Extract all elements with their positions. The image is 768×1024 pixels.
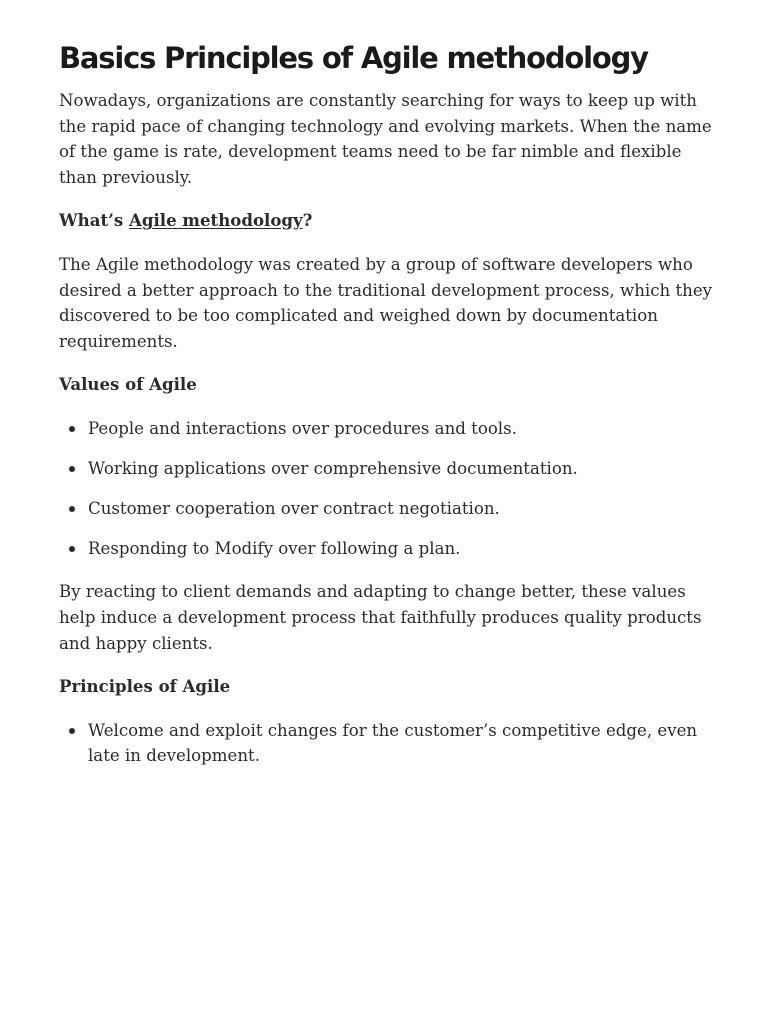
values-list <box>59 416 719 562</box>
article <box>59 30 719 769</box>
whats-agile-suffix: ? <box>302 210 313 231</box>
whats-agile-heading <box>59 208 719 234</box>
list-item-text: People and interactions over procedures and tools. <box>88 418 517 438</box>
bullet-icon <box>69 506 75 512</box>
bullet-icon <box>69 466 75 472</box>
bullet-icon <box>69 426 75 432</box>
article-title: Basics Principles of Agile methodology <box>59 41 648 75</box>
principles-list <box>59 718 719 769</box>
list-item <box>59 496 719 522</box>
principles-heading: Principles of Agile <box>59 676 231 697</box>
list-item <box>59 718 719 769</box>
list-item <box>59 536 719 562</box>
bullet-icon <box>69 546 75 552</box>
agile-methodology-link[interactable]: Agile methodology <box>129 210 303 231</box>
whats-agile-paragraph: The Agile methodology was created by a group of software developers who desired a better approach to the traditional development process, which they discovered to be too complicated and weighed down by documentation requirements. <box>59 254 713 351</box>
intro-paragraph: Nowadays, organizations are constantly searching for ways to keep up with the rapid pace of changing technology and evolving markets. When the name of the game is rate, development teams need to be far nimble and flexible than previously. <box>59 91 712 187</box>
bullet-icon <box>69 728 75 734</box>
list-item-text: Responding to Modify over following a plan. <box>88 538 461 558</box>
values-summary-paragraph: By reacting to client demands and adapting to change better, these values help induce a development process that faithfully produces quality products and happy clients. <box>59 582 702 653</box>
values-heading: Values of Agile <box>59 374 197 395</box>
list-item-text: Welcome and exploit changes for the customer’s competitive edge, even late in development. <box>88 720 698 766</box>
list-item <box>59 456 719 482</box>
list-item-text: Working applications over comprehensive documentation. <box>88 458 578 478</box>
list-item-text: Customer cooperation over contract negotiation. <box>88 498 500 518</box>
list-item <box>59 416 719 442</box>
whats-agile-prefix: What’s <box>59 210 130 231</box>
